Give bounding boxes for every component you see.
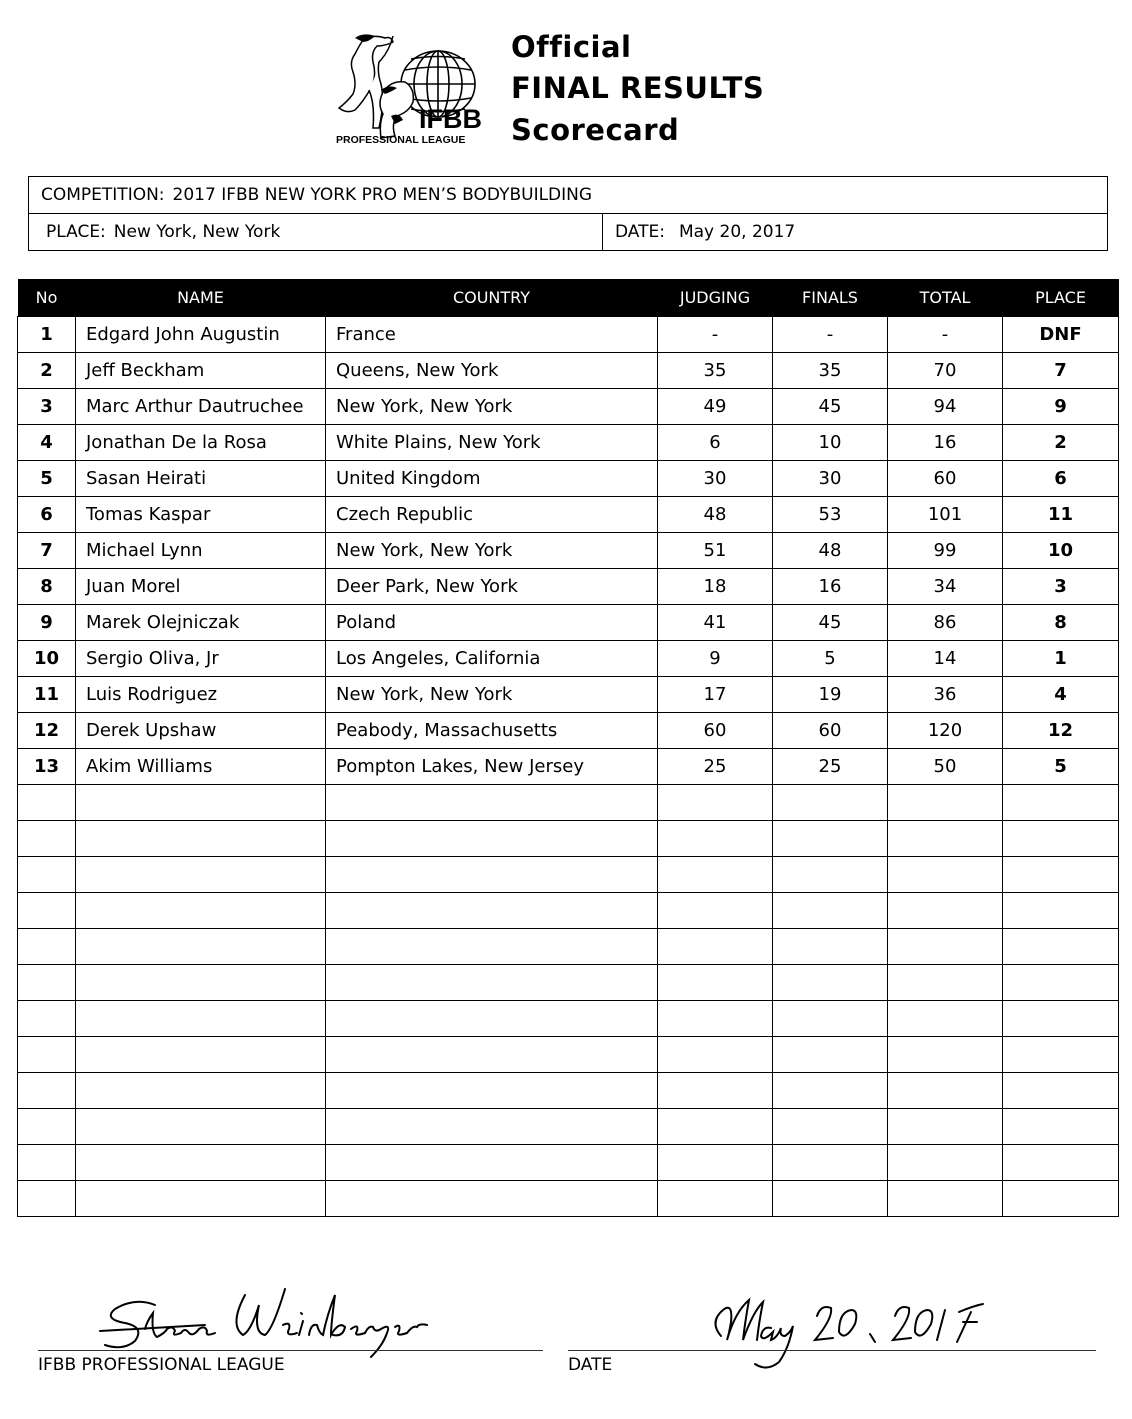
table-row [18, 317, 1119, 353]
empty-cell [773, 1181, 888, 1217]
cell-judging: 6 [658, 425, 773, 461]
cell-place: 7 [1003, 353, 1119, 389]
empty-table-row [18, 1145, 1119, 1181]
cell-finals: 16 [773, 569, 888, 605]
empty-cell [76, 965, 326, 1001]
cell-name: Derek Upshaw [76, 713, 326, 749]
empty-cell [658, 785, 773, 821]
signature-steve-weinberger [95, 1285, 435, 1365]
cell-finals: 45 [773, 389, 888, 425]
empty-cell [773, 965, 888, 1001]
competition-value: 2017 IFBB NEW YORK PRO MEN’S BODYBUILDING [172, 185, 593, 205]
cell-total: 34 [888, 569, 1003, 605]
cell-total: 94 [888, 389, 1003, 425]
empty-cell [326, 821, 658, 857]
empty-cell [1003, 857, 1119, 893]
competition-row [29, 177, 1107, 213]
cell-country: Los Angeles, California [326, 641, 658, 677]
empty-cell [888, 1109, 1003, 1145]
cell-total: 99 [888, 533, 1003, 569]
cell-name: Marc Arthur Dautruchee [76, 389, 326, 425]
cell-finals: - [773, 317, 888, 353]
empty-cell [1003, 1037, 1119, 1073]
empty-cell [326, 929, 658, 965]
cell-no: 9 [18, 605, 76, 641]
cell-name: Jeff Beckham [76, 353, 326, 389]
empty-cell [658, 821, 773, 857]
cell-finals: 45 [773, 605, 888, 641]
cell-country: Pompton Lakes, New Jersey [326, 749, 658, 785]
cell-total: 16 [888, 425, 1003, 461]
empty-cell [18, 1037, 76, 1073]
empty-cell [326, 1037, 658, 1073]
cell-no: 11 [18, 677, 76, 713]
column-header-place: PLACE [1003, 279, 1119, 317]
title-final-results: FINAL RESULTS [511, 71, 765, 105]
empty-cell [773, 1037, 888, 1073]
empty-cell [773, 1145, 888, 1181]
place-value: New York, New York [113, 222, 281, 242]
empty-cell [773, 929, 888, 965]
cell-country: White Plains, New York [326, 425, 658, 461]
place-label: PLACE: [46, 222, 106, 242]
empty-table-row [18, 1073, 1119, 1109]
place-cell [29, 214, 603, 250]
empty-cell [773, 1109, 888, 1145]
empty-cell [658, 1073, 773, 1109]
empty-cell [888, 1181, 1003, 1217]
empty-cell [1003, 821, 1119, 857]
cell-judging: - [658, 317, 773, 353]
cell-finals: 53 [773, 497, 888, 533]
cell-place: 2 [1003, 425, 1119, 461]
empty-cell [76, 785, 326, 821]
cell-name: Michael Lynn [76, 533, 326, 569]
cell-place: 11 [1003, 497, 1119, 533]
place-date-row [29, 213, 1107, 250]
signature-label: IFBB PROFESSIONAL LEAGUE [38, 1355, 285, 1375]
empty-cell [773, 1001, 888, 1037]
date-signature-line [568, 1350, 1096, 1351]
empty-cell [18, 1073, 76, 1109]
cell-country: Peabody, Massachusetts [326, 713, 658, 749]
empty-cell [76, 1181, 326, 1217]
cell-judging: 51 [658, 533, 773, 569]
handwritten-date [705, 1292, 1005, 1372]
cell-place: 4 [1003, 677, 1119, 713]
empty-table-row [18, 929, 1119, 965]
empty-cell [658, 1037, 773, 1073]
empty-cell [888, 821, 1003, 857]
empty-cell [1003, 1181, 1119, 1217]
cell-total: 70 [888, 353, 1003, 389]
empty-cell [658, 965, 773, 1001]
competition-info-box [28, 176, 1108, 251]
empty-table-row [18, 1181, 1119, 1217]
cell-country: France [326, 317, 658, 353]
cell-judging: 18 [658, 569, 773, 605]
results-table [17, 279, 1119, 1217]
empty-cell [18, 785, 76, 821]
cell-total: 14 [888, 641, 1003, 677]
cell-total: 60 [888, 461, 1003, 497]
table-row [18, 425, 1119, 461]
column-header-country: COUNTRY [326, 279, 658, 317]
column-header-name: NAME [76, 279, 326, 317]
cell-no: 4 [18, 425, 76, 461]
empty-table-row [18, 785, 1119, 821]
cell-finals: 60 [773, 713, 888, 749]
competition-label: COMPETITION: [41, 185, 165, 205]
table-row [18, 533, 1119, 569]
cell-finals: 19 [773, 677, 888, 713]
cell-finals: 48 [773, 533, 888, 569]
column-header-finals: FINALS [773, 279, 888, 317]
table-row [18, 641, 1119, 677]
cell-finals: 30 [773, 461, 888, 497]
cell-no: 8 [18, 569, 76, 605]
empty-cell [18, 1145, 76, 1181]
cell-total: 36 [888, 677, 1003, 713]
empty-cell [1003, 1109, 1119, 1145]
empty-cell [76, 1037, 326, 1073]
cell-no: 12 [18, 713, 76, 749]
cell-finals: 10 [773, 425, 888, 461]
cell-place: DNF [1003, 317, 1119, 353]
table-header-row [18, 279, 1119, 317]
empty-cell [888, 1073, 1003, 1109]
cell-name: Tomas Kaspar [76, 497, 326, 533]
table-row [18, 353, 1119, 389]
empty-cell [658, 1001, 773, 1037]
empty-cell [1003, 1073, 1119, 1109]
empty-cell [76, 1001, 326, 1037]
empty-cell [18, 1109, 76, 1145]
empty-cell [18, 929, 76, 965]
date-value: May 20, 2017 [678, 222, 796, 242]
empty-cell [888, 857, 1003, 893]
empty-cell [76, 929, 326, 965]
cell-total: 120 [888, 713, 1003, 749]
empty-cell [18, 857, 76, 893]
table-row [18, 749, 1119, 785]
cell-place: 5 [1003, 749, 1119, 785]
empty-cell [326, 785, 658, 821]
cell-no: 13 [18, 749, 76, 785]
empty-table-row [18, 857, 1119, 893]
cell-place: 3 [1003, 569, 1119, 605]
empty-cell [1003, 1001, 1119, 1037]
table-row [18, 677, 1119, 713]
cell-country: Queens, New York [326, 353, 658, 389]
empty-cell [76, 1073, 326, 1109]
table-row [18, 461, 1119, 497]
empty-table-row [18, 1109, 1119, 1145]
empty-cell [18, 1181, 76, 1217]
empty-cell [773, 857, 888, 893]
cell-name: Marek Olejniczak [76, 605, 326, 641]
table-row [18, 605, 1119, 641]
cell-name: Luis Rodriguez [76, 677, 326, 713]
cell-judging: 48 [658, 497, 773, 533]
empty-cell [888, 1001, 1003, 1037]
cell-no: 2 [18, 353, 76, 389]
empty-cell [773, 785, 888, 821]
cell-judging: 60 [658, 713, 773, 749]
empty-cell [76, 893, 326, 929]
empty-table-row [18, 1001, 1119, 1037]
cell-name: Juan Morel [76, 569, 326, 605]
empty-cell [76, 1145, 326, 1181]
cell-judging: 41 [658, 605, 773, 641]
empty-cell [888, 929, 1003, 965]
empty-cell [326, 857, 658, 893]
column-header-total: TOTAL [888, 279, 1003, 317]
empty-cell [326, 1073, 658, 1109]
cell-name: Jonathan De la Rosa [76, 425, 326, 461]
empty-cell [1003, 785, 1119, 821]
empty-cell [658, 929, 773, 965]
empty-cell [658, 857, 773, 893]
empty-cell [888, 785, 1003, 821]
cell-place: 1 [1003, 641, 1119, 677]
empty-cell [326, 1109, 658, 1145]
table-row [18, 497, 1119, 533]
table-row [18, 713, 1119, 749]
cell-name: Edgard John Augustin [76, 317, 326, 353]
table-row [18, 569, 1119, 605]
cell-judging: 17 [658, 677, 773, 713]
cell-finals: 35 [773, 353, 888, 389]
cell-finals: 25 [773, 749, 888, 785]
cell-judging: 25 [658, 749, 773, 785]
empty-cell [1003, 965, 1119, 1001]
title-scorecard: Scorecard [511, 113, 680, 147]
cell-place: 8 [1003, 605, 1119, 641]
cell-no: 1 [18, 317, 76, 353]
column-header-judging: JUDGING [658, 279, 773, 317]
empty-cell [18, 821, 76, 857]
empty-cell [658, 1109, 773, 1145]
empty-cell [888, 1037, 1003, 1073]
empty-cell [326, 893, 658, 929]
cell-judging: 49 [658, 389, 773, 425]
cell-name: Akim Williams [76, 749, 326, 785]
empty-cell [888, 893, 1003, 929]
cell-place: 10 [1003, 533, 1119, 569]
ifbb-logo [333, 32, 495, 148]
empty-cell [888, 1145, 1003, 1181]
column-header-no: No [18, 279, 76, 317]
cell-total: 101 [888, 497, 1003, 533]
title-official: Official [511, 30, 632, 64]
empty-cell [326, 965, 658, 1001]
empty-cell [76, 821, 326, 857]
empty-cell [18, 1001, 76, 1037]
empty-cell [658, 1145, 773, 1181]
cell-no: 3 [18, 389, 76, 425]
signature-line [38, 1350, 543, 1351]
empty-cell [326, 1145, 658, 1181]
cell-country: Poland [326, 605, 658, 641]
cell-no: 7 [18, 533, 76, 569]
empty-cell [773, 1073, 888, 1109]
empty-cell [18, 965, 76, 1001]
cell-total: 86 [888, 605, 1003, 641]
empty-cell [773, 893, 888, 929]
cell-country: New York, New York [326, 389, 658, 425]
cell-country: Deer Park, New York [326, 569, 658, 605]
cell-place: 12 [1003, 713, 1119, 749]
date-cell [603, 214, 795, 250]
empty-cell [1003, 893, 1119, 929]
empty-cell [658, 893, 773, 929]
empty-cell [326, 1181, 658, 1217]
table-row [18, 389, 1119, 425]
cell-total: 50 [888, 749, 1003, 785]
cell-country: New York, New York [326, 677, 658, 713]
empty-cell [76, 1109, 326, 1145]
empty-cell [888, 965, 1003, 1001]
cell-no: 6 [18, 497, 76, 533]
empty-cell [18, 893, 76, 929]
cell-judging: 30 [658, 461, 773, 497]
empty-cell [1003, 929, 1119, 965]
cell-total: - [888, 317, 1003, 353]
logo-brand: IFBB [419, 104, 482, 134]
empty-cell [1003, 1145, 1119, 1181]
cell-country: New York, New York [326, 533, 658, 569]
empty-table-row [18, 893, 1119, 929]
cell-no: 10 [18, 641, 76, 677]
empty-cell [76, 857, 326, 893]
cell-country: Czech Republic [326, 497, 658, 533]
empty-table-row [18, 1037, 1119, 1073]
cell-judging: 9 [658, 641, 773, 677]
empty-cell [658, 1181, 773, 1217]
cell-place: 6 [1003, 461, 1119, 497]
cell-judging: 35 [658, 353, 773, 389]
empty-cell [326, 1001, 658, 1037]
cell-finals: 5 [773, 641, 888, 677]
cell-name: Sasan Heirati [76, 461, 326, 497]
empty-table-row [18, 965, 1119, 1001]
logo-subtitle: PROFESSIONAL LEAGUE [336, 134, 466, 146]
cell-no: 5 [18, 461, 76, 497]
cell-country: United Kingdom [326, 461, 658, 497]
empty-cell [773, 821, 888, 857]
date-label: DATE: [615, 222, 665, 242]
empty-table-row [18, 821, 1119, 857]
date-signature-label: DATE [568, 1355, 613, 1375]
cell-place: 9 [1003, 389, 1119, 425]
cell-name: Sergio Oliva, Jr [76, 641, 326, 677]
